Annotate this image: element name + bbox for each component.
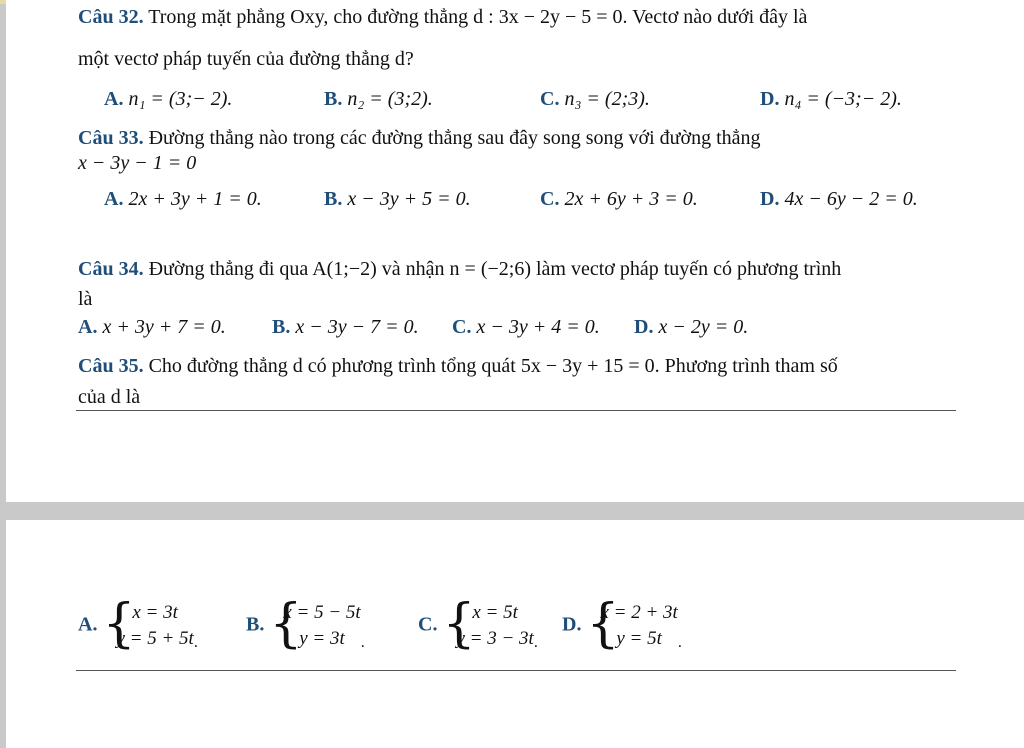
option-label: D. <box>760 88 780 110</box>
brace-glyph: { <box>269 594 303 654</box>
system-line: y = 3t <box>299 628 345 649</box>
q34-option-c <box>452 316 600 339</box>
option-label: C. <box>418 613 438 636</box>
option-label: A. <box>78 613 98 636</box>
q35-option-d: D. { x = 2 + 3t y = 5t . <box>562 594 682 654</box>
option-label: B. <box>246 613 265 636</box>
q32-option-c <box>540 88 650 111</box>
option-text: 2x + 3y + 1 = 0. <box>128 188 262 210</box>
question-34-heading: Câu 34. <box>78 258 144 280</box>
q34-option-a <box>78 316 226 339</box>
equation-system <box>102 594 194 654</box>
q33-option-b <box>324 188 471 211</box>
option-text: n₄ = (−3;− 2). <box>784 88 902 110</box>
brace-glyph: { <box>586 594 620 654</box>
question-34-text-line2: là <box>78 288 93 310</box>
option-text: n₁ = (3;− 2). <box>128 88 233 110</box>
question-33-heading: Câu 33. <box>78 127 144 149</box>
q33-option-a <box>104 188 262 211</box>
option-label: B. <box>324 88 343 110</box>
system-line: x = 5 − 5t <box>283 602 361 623</box>
brace-glyph: { <box>102 594 136 654</box>
question-32 <box>78 6 807 29</box>
page-1-bottom-rule <box>76 410 956 411</box>
option-label: A. <box>78 316 98 338</box>
brace-glyph: { <box>442 594 476 654</box>
option-label: C. <box>540 188 560 210</box>
question-32-text: Trong mặt phẳng Oxy, cho đường thẳng d : 3x − 2y − 5 = 0. Vectơ nào dưới đây là <box>148 6 808 28</box>
question-33 <box>78 127 761 150</box>
page-2-bottom-rule <box>76 670 956 671</box>
q35-option-b: B. { x = 5 − 5t y = 3t . <box>246 594 365 654</box>
question-32-heading: Câu 32. <box>78 6 144 28</box>
option-label: B. <box>324 188 343 210</box>
question-35 <box>78 355 838 378</box>
equation-system <box>586 594 678 654</box>
option-text: x − 3y − 7 = 0. <box>295 316 419 338</box>
option-label: B. <box>272 316 291 338</box>
option-text: n₃ = (2;3). <box>564 88 650 110</box>
option-text: x − 2y = 0. <box>658 316 749 338</box>
question-33-equation: x − 3y − 1 = 0 <box>78 152 197 174</box>
option-label: D. <box>634 316 654 338</box>
option-label: D. <box>562 613 582 636</box>
option-text: 4x − 6y − 2 = 0. <box>784 188 918 210</box>
question-33-text: Đường thẳng nào trong các đường thẳng sau đây song song với đường thẳng <box>148 127 761 149</box>
option-label: D. <box>760 188 780 210</box>
question-35-heading: Câu 35. <box>78 355 144 377</box>
system-line: x = 3t <box>132 602 178 623</box>
option-label: C. <box>540 88 560 110</box>
q35-option-a: A. { x = 3t y = 5 + 5t . <box>78 594 198 654</box>
option-label: A. <box>104 188 124 210</box>
question-34-text: Đường thẳng đi qua A(1;−2) và nhận n = (−2;6) làm vectơ pháp tuyến có phương trình <box>148 258 842 280</box>
equation-system <box>442 594 534 654</box>
option-text: n₂ = (3;2). <box>347 88 433 110</box>
document-page-1 <box>6 0 1024 502</box>
option-label: C. <box>452 316 472 338</box>
q34-option-b <box>272 316 419 339</box>
system-line: y = 5t <box>616 628 662 649</box>
system-line: y = 3 − 3t <box>456 628 534 649</box>
question-35-text-line2: của d là <box>78 386 141 408</box>
option-text: x + 3y + 7 = 0. <box>102 316 226 338</box>
equation-system <box>269 594 361 654</box>
q33-option-d <box>760 188 918 211</box>
system-line: y = 5 + 5t <box>116 628 194 649</box>
question-32-text-line2: một vectơ pháp tuyến của đường thẳng d? <box>78 48 414 70</box>
question-34 <box>78 258 841 281</box>
q35-option-c: C. { x = 5t y = 3 − 3t . <box>418 594 538 654</box>
question-35-text: Cho đường thẳng d có phương trình tổng quát 5x − 3y + 15 = 0. Phương trình tham số <box>148 355 838 377</box>
system-line: x = 2 + 3t <box>600 602 678 623</box>
option-text: 2x + 6y + 3 = 0. <box>564 188 698 210</box>
q33-option-c <box>540 188 698 211</box>
q32-option-a <box>104 88 232 111</box>
option-text: x − 3y + 5 = 0. <box>347 188 471 210</box>
q32-option-d <box>760 88 902 111</box>
option-text: x − 3y + 4 = 0. <box>476 316 600 338</box>
q32-option-b <box>324 88 433 111</box>
option-label: A. <box>104 88 124 110</box>
system-line: x = 5t <box>472 602 518 623</box>
q34-option-d <box>634 316 748 339</box>
